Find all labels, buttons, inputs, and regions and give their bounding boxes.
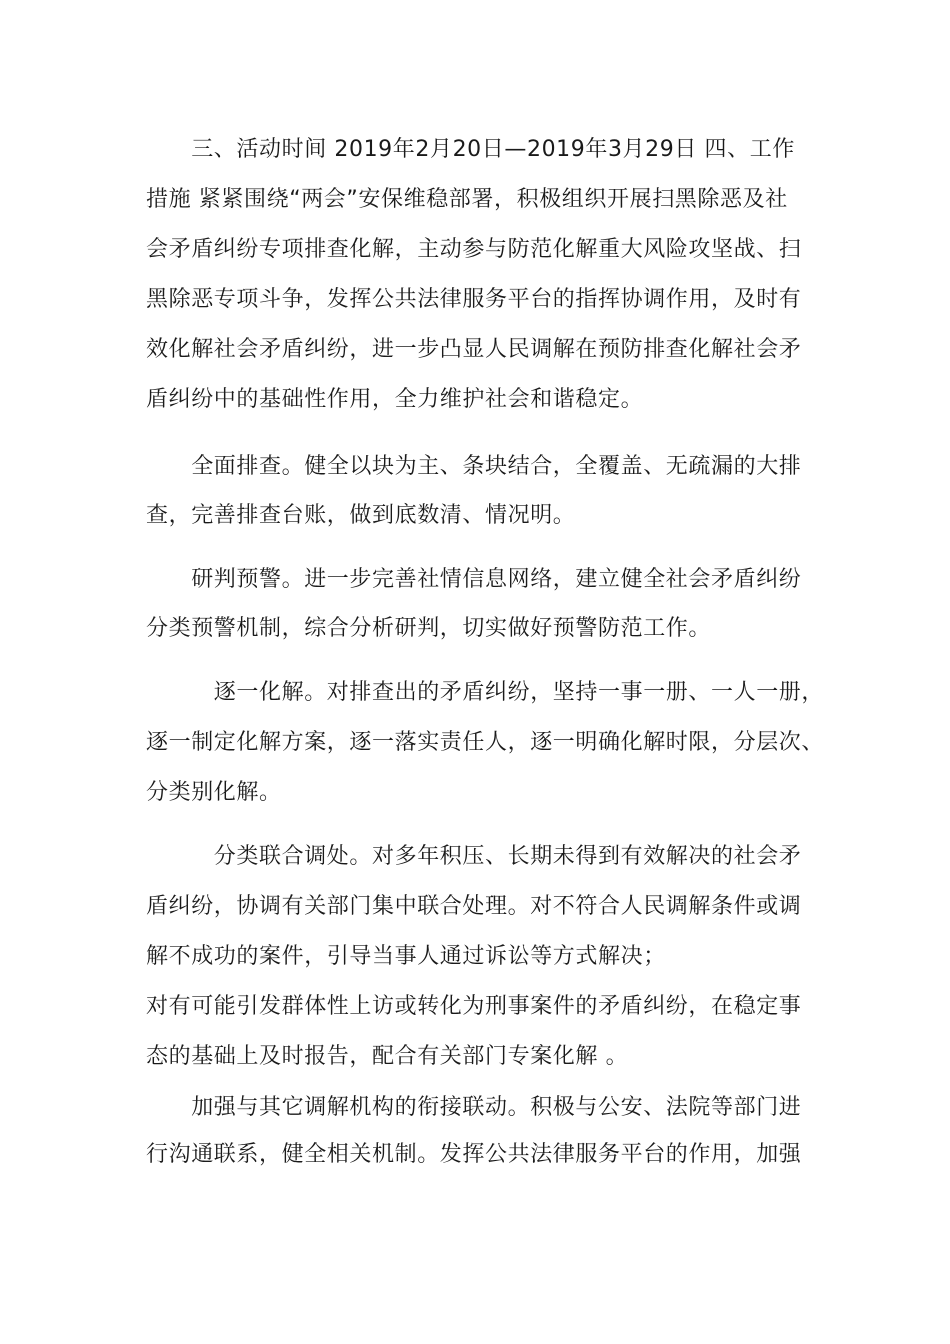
text-line: 对有可能引发群体性上访或转化为刑事案件的矛盾纠纷，在稳定事 [146,994,802,1019]
text-line: 效化解社会矛盾纠纷，进一步凸显人民调解在预防排查化解社会矛 [146,337,802,362]
text-line: 盾纠纷中的基础性作用，全力维护社会和谐稳定。 [146,387,644,412]
text-line: 查，完善排查台账，做到底数清、情况明。 [146,503,576,528]
text-line: 解不成功的案件，引导当事人通过诉讼等方式解决； [146,944,666,969]
text-line: 分类联合调处。对多年积压、长期未得到有效解决的社会矛 [146,844,802,869]
text-line: 行沟通联系，健全相关机制。发挥公共法律服务平台的作用，加强 [146,1142,802,1167]
text-line: 盾纠纷，协调有关部门集中联合处理。对不符合人民调解条件或调 [146,894,802,919]
text-line: 三、活动时间 2019年2月20日—2019年3月29日 四、工作 [146,137,795,162]
text-line: 态的基础上及时报告，配合有关部门专案化解 。 [146,1044,629,1069]
text-line: 分类预警机制，综合分析研判，切实做好预警防范工作。 [146,616,712,641]
text-line: 研判预警。进一步完善社情信息网络，建立健全社会矛盾纠纷 [146,567,802,592]
text-line: 会矛盾纠纷专项排查化解，主动参与防范化解重大风险攻坚战、扫 [146,237,802,262]
text-line: 分类别化解。 [146,780,282,805]
text-line: 措施 紧紧围绕“两会”安保维稳部署，积极组织开展扫黑除恶及社 [146,187,788,212]
text-line: 黑除恶专项斗争，发挥公共法律服务平台的指挥协调作用，及时有 [146,287,802,312]
text-line: 全面排查。健全以块为主、条块结合，全覆盖、无疏漏的大排 [146,454,802,479]
text-line: 加强与其它调解机构的衔接联动。积极与公安、法院等部门进 [146,1095,802,1120]
text-line: 逐一化解。对排查出的矛盾纠纷，坚持一事一册、一人一册， [146,680,825,705]
text-line: 逐一制定化解方案，逐一落实责任人，逐一明确化解时限，分层次、 [146,730,825,755]
